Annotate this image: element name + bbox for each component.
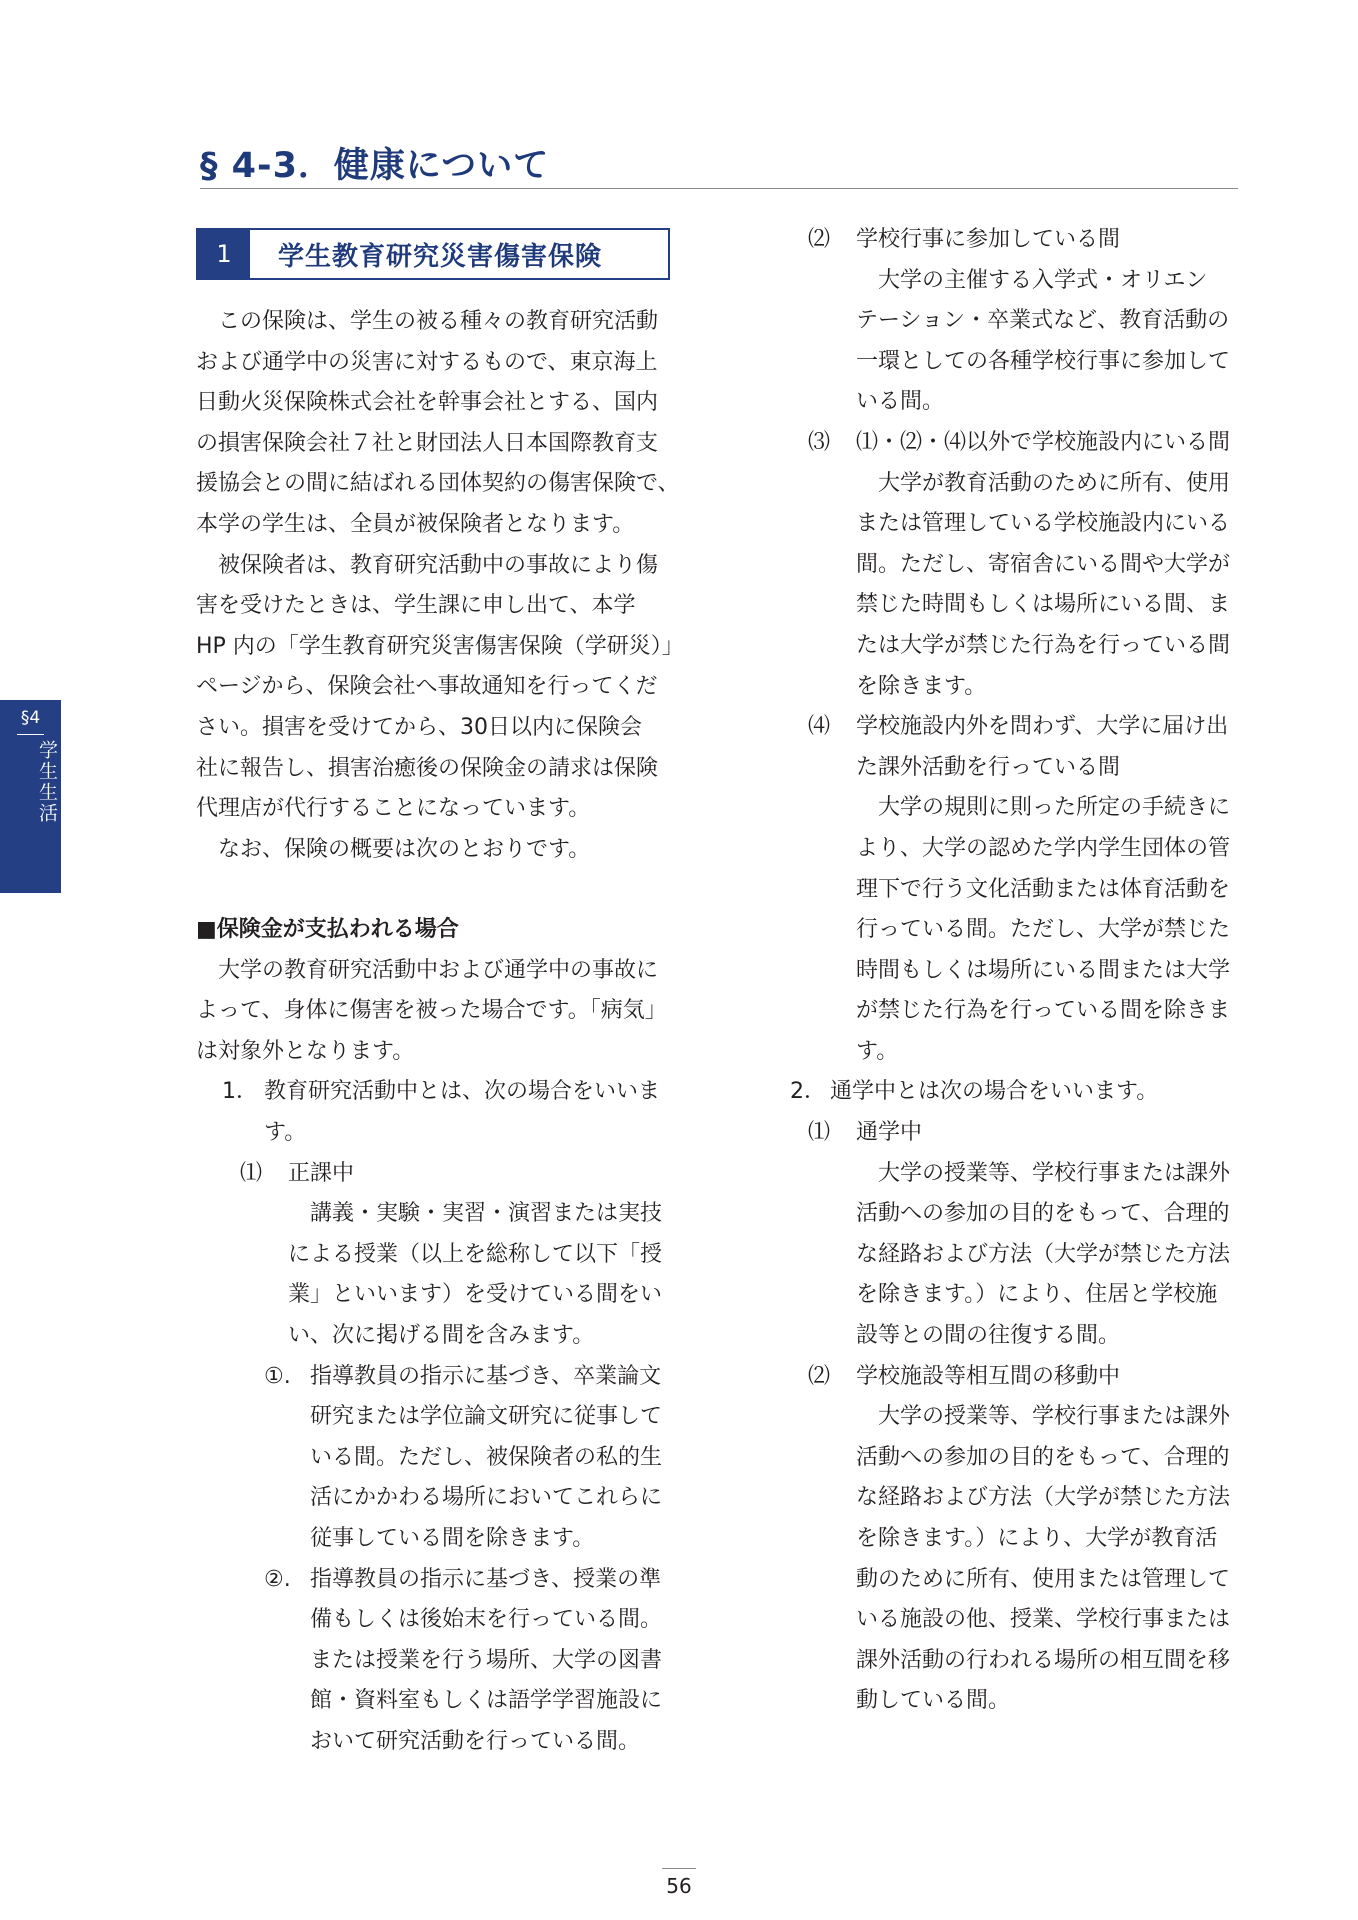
body-line: 代理店が代行することになっています。 xyxy=(196,796,591,822)
body-line: 従事している間を除きます。 xyxy=(310,1525,595,1551)
intro-paragraphs xyxy=(196,302,684,870)
sub-item-marker: ⑷ xyxy=(808,714,831,740)
body-line: い、次に掲げる間を含みます。 xyxy=(288,1322,595,1348)
list-marker: 2． xyxy=(790,1079,826,1105)
sub-item-title xyxy=(790,423,1230,464)
sub-item-title xyxy=(196,1154,667,1195)
list-item-text: 教育研究活動中とは、次の場合をいいま xyxy=(264,1079,661,1105)
body-line: ページから、保険会社へ事故通知を行ってくだ xyxy=(196,674,658,700)
section-heading-box xyxy=(196,228,670,280)
list-marker: 1． xyxy=(222,1079,258,1105)
body-line: 大学の授業等、学校行事または課外 xyxy=(878,1160,1231,1186)
sub-item-marker: ⑵ xyxy=(808,227,831,252)
sub-item-marker: ⑴ xyxy=(808,1120,831,1146)
body-line: および通学中の災害に対するもので、東京海上 xyxy=(196,349,658,375)
body-line: 活動への参加の目的をもって、合理的 xyxy=(856,1444,1230,1470)
body-line: による授業（以上を総称して以下「授 xyxy=(288,1241,663,1267)
body-line: 本学の学生は、全員が被保険者となります。 xyxy=(196,511,635,537)
right-column-content xyxy=(790,220,1230,1722)
numbered-marker: ②. xyxy=(264,1566,291,1592)
chapter-label: 学生生活 xyxy=(36,740,58,824)
body-line: 備もしくは後始末を行っている間。 xyxy=(310,1607,663,1633)
section-title: 学生教育研究災害傷害保険 xyxy=(278,241,603,272)
sub-item-title-text: ⑴・⑵・⑷以外で学校施設内にいる間 xyxy=(856,429,1231,455)
body-line: す。 xyxy=(264,1119,307,1145)
coverage-subheading: ■保険金が支払われる場合 xyxy=(196,917,459,942)
body-line: 大学が教育活動のために所有、使用 xyxy=(878,470,1231,496)
sub-item-title xyxy=(790,707,1230,748)
body-line: さい。損害を受けてから、30日以内に保険会 xyxy=(196,714,642,740)
body-line: 活動への参加の目的をもって、合理的 xyxy=(856,1201,1230,1227)
sub-item-title xyxy=(790,1113,1230,1154)
body-line: 動している間。 xyxy=(856,1688,1011,1714)
body-line: を除きます。）により、住居と学校施 xyxy=(856,1282,1218,1308)
body-line: を除きます。 xyxy=(856,673,987,699)
sub-item-title-text: た課外活動を行っている間 xyxy=(856,754,1121,780)
body-line: 一環としての各種学校行事に参加して xyxy=(856,348,1231,374)
body-line: 設等との間の往復する間。 xyxy=(856,1323,1121,1349)
sub-item-marker: ⑴ xyxy=(240,1160,263,1186)
body-line: 課外活動の行われる場所の相互間を移 xyxy=(856,1647,1231,1673)
sub-item-title xyxy=(790,220,1230,261)
body-line: 活にかかわる場所においてこれらに xyxy=(310,1485,663,1511)
list-item xyxy=(196,1072,667,1113)
page-number: 56 xyxy=(666,1874,692,1898)
body-line: なお、保険の概要は次のとおりです。 xyxy=(218,836,591,862)
sub-item-title-text: 学校施設内外を問わず、大学に届け出 xyxy=(856,714,1229,740)
body-line: いる施設の他、授業、学校行事または xyxy=(856,1607,1231,1633)
list-item-text: 通学中とは次の場合をいいます。 xyxy=(830,1079,1159,1105)
page-title: § 4-3．健康について xyxy=(200,146,550,186)
body-line: 業」といいます）を受けている間をい xyxy=(288,1282,663,1308)
sub-item-title-text: 正課中 xyxy=(288,1160,355,1186)
body-line: よって、身体に傷害を被った場合です。「病気」 xyxy=(196,998,667,1024)
sub-item-marker: ⑶ xyxy=(808,429,831,455)
chapter-side-tab[interactable] xyxy=(0,700,61,893)
body-line: 援協会との間に結ばれる団体契約の傷害保険で、 xyxy=(196,471,680,497)
body-line: す。 xyxy=(856,1038,899,1064)
section-number: 1 xyxy=(198,230,250,278)
body-line: または管理している学校施設内にいる xyxy=(856,511,1231,537)
sub-item-marker: ⑵ xyxy=(808,1363,831,1389)
body-line: テーション・卒業式など、教育活動の xyxy=(856,308,1230,334)
body-line: たは大学が禁じた行為を行っている間 xyxy=(856,632,1231,658)
body-line: 被保険者は、教育研究活動中の事故により傷 xyxy=(218,552,659,578)
body-line: HP 内の「学生教育研究災害傷害保険（学研災）」 xyxy=(196,633,684,659)
title-divider xyxy=(200,188,1238,189)
body-line: 害を受けたときは、学生課に申し出て、本学 xyxy=(196,593,636,619)
body-line: いる間。 xyxy=(856,389,945,415)
list-item xyxy=(790,1072,1230,1113)
body-line: な経路および方法（大学が禁じた方法 xyxy=(856,1485,1231,1511)
footer-divider xyxy=(662,1868,696,1869)
side-tab-divider xyxy=(17,734,44,735)
coverage-section xyxy=(196,910,667,1762)
body-line: いる間。ただし、被保険者の私的生 xyxy=(310,1444,663,1470)
sub-item-title xyxy=(790,1357,1230,1398)
body-line: 禁じた時間もしくは場所にいる間、ま xyxy=(856,592,1231,618)
body-line: おいて研究活動を行っている間。 xyxy=(310,1728,641,1754)
body-line: 大学の主催する入学式・オリエン xyxy=(878,267,1208,293)
sub-item-title-text: 通学中 xyxy=(856,1120,923,1146)
body-line: 行っている間。ただし、大学が禁じた xyxy=(856,917,1231,943)
body-line: 研究または学位論文研究に従事して xyxy=(310,1404,663,1430)
body-line: な経路および方法（大学が禁じた方法 xyxy=(856,1241,1231,1267)
body-line: この保険は、学生の被る種々の教育研究活動 xyxy=(218,309,659,334)
body-line: 動のために所有、使用または管理して xyxy=(856,1566,1231,1592)
body-line: 講義・実験・実習・演習または実技 xyxy=(310,1201,663,1227)
body-line: 大学の教育研究活動中および通学中の事故に xyxy=(218,957,659,983)
body-line: が禁じた行為を行っている間を除きま xyxy=(856,998,1231,1024)
body-line: より、大学の認めた学内学生団体の管 xyxy=(856,835,1231,861)
body-line: 館・資料室もしくは語学学習施設に xyxy=(310,1688,663,1714)
body-line: 時間もしくは場所にいる間または大学 xyxy=(856,957,1231,983)
body-line: 日動火災保険株式会社を幹事会社とする、国内 xyxy=(196,390,659,416)
body-line: 大学の授業等、学校行事または課外 xyxy=(878,1404,1231,1430)
numbered-marker: ①. xyxy=(264,1363,291,1389)
sub-item-title-text: 学校施設等相互間の移動中 xyxy=(856,1363,1121,1389)
numbered-item-text: 指導教員の指示に基づき、授業の準 xyxy=(310,1566,662,1592)
body-line: 間。ただし、寄宿舎にいる間や大学が xyxy=(856,551,1231,577)
body-line: 理下で行う文化活動または体育活動を xyxy=(856,876,1231,902)
body-line: または授業を行う場所、大学の図書 xyxy=(310,1647,663,1673)
body-line: は対象外となります。 xyxy=(196,1038,415,1064)
chapter-number: §4 xyxy=(20,708,41,728)
numbered-item xyxy=(196,1357,667,1398)
numbered-item-text: 指導教員の指示に基づき、卒業論文 xyxy=(310,1363,662,1389)
sub-item-title-text: 学校行事に参加している間 xyxy=(856,227,1121,252)
numbered-item xyxy=(196,1560,667,1601)
body-line: の損害保険会社７社と財団法人日本国際教育支 xyxy=(196,430,659,456)
body-line: を除きます。）により、大学が教育活 xyxy=(856,1526,1218,1551)
body-line: 社に報告し、損害治癒後の保険金の請求は保険 xyxy=(196,755,659,781)
body-line: 大学の規則に則った所定の手続きに xyxy=(878,795,1231,821)
